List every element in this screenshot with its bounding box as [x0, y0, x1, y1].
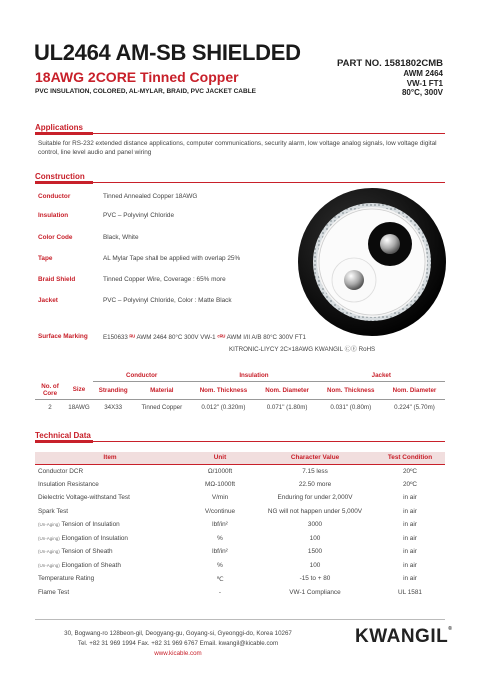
table-row: [35, 559, 445, 573]
item-text: Insulation Resistance: [38, 480, 99, 488]
value-cell: Enduring for under 2,000V: [277, 494, 353, 502]
applications-rule: [35, 133, 445, 134]
insulation-value: PVC – Polyvinyl Chloride: [103, 212, 175, 219]
unit-cell: Ω/1000ft: [207, 467, 233, 475]
table-row: [35, 518, 445, 532]
value-cell: 3000: [307, 521, 323, 529]
condition-cell: in air: [403, 494, 417, 502]
col-insulation-thickness: Nom. Thickness: [190, 381, 256, 399]
value-cell: -15 to + 80: [299, 575, 331, 583]
condition-cell: 20ºC: [402, 467, 418, 475]
marking-file-number: E150633: [103, 334, 128, 341]
conductor-label: Conductor: [38, 193, 71, 200]
item-text: Dielectric Voltage-withstand Test: [38, 494, 130, 502]
surface-marking-label: Surface Marking: [38, 333, 88, 340]
table-cell: Tinned Copper: [141, 403, 183, 411]
insulation-label: Insulation: [38, 212, 69, 219]
unit-cell: ℃: [216, 575, 224, 583]
unit-cell: lbf/in²: [212, 521, 228, 529]
color-code-value: Black, White: [103, 234, 139, 241]
col-jacket-diameter: Nom. Diameter: [384, 381, 445, 399]
construction-heading: Construction: [35, 172, 85, 181]
table-row: [35, 505, 445, 519]
condition-cell: 20ºC: [402, 480, 418, 488]
value-cell: 100: [309, 534, 321, 542]
col-size: Size: [65, 381, 93, 399]
unit-cell: V/continue: [204, 507, 236, 515]
table-row: [35, 586, 445, 600]
logo-text: KWANGIL: [355, 626, 449, 647]
jacket-label: Jacket: [38, 297, 58, 304]
item-text: Tension of Insulation: [61, 521, 120, 529]
part-number-block: [337, 58, 443, 98]
table-row: [35, 399, 445, 415]
footer-contact: Tel. +82 31 969 1994 Fax. +82 31 969 6767 Email. kwangil@kicable.com: [77, 640, 279, 647]
technical-data-table: [35, 452, 445, 599]
unit-cell: %: [217, 534, 223, 542]
cul-logo-icon: ᶜᴿᵁ: [217, 334, 226, 341]
applications-text: Suitable for RS-232 extended distance applications, computer communications, security alarm, low voltage analog signals, low voltage digital control, line level audio and panel wiring: [38, 140, 437, 156]
col-character-value: Character Value: [255, 452, 375, 464]
col-material: Material: [133, 381, 190, 399]
item-text: Tension of Sheath: [61, 548, 113, 556]
unit-cell: V/min: [211, 494, 229, 502]
braid-shield-value: Tinned Copper Wire, Coverage : 65% more: [103, 276, 226, 283]
surface-marking-line2: KITRONIC-LIYCY 2C×18AWG KWANGIL ⒸⒺ RoHS: [229, 346, 376, 353]
table-row: [35, 532, 445, 546]
item-cell: [35, 491, 185, 505]
item-text: Flame Test: [38, 588, 70, 596]
item-cell: [35, 545, 185, 559]
color-code-label: Color Code: [38, 234, 73, 241]
item-text: Elongation of Insulation: [61, 534, 128, 542]
footer-website-link[interactable]: www.kicable.com: [154, 650, 202, 657]
temp-voltage-rating: 80°C, 300V: [401, 88, 443, 97]
table-row: [35, 464, 445, 478]
value-cell: 7.15 less: [302, 467, 328, 475]
condition-cell: UL 1581: [398, 588, 422, 596]
unit-cell: -: [218, 588, 222, 596]
table-cell: 0.012" (0.320m): [201, 403, 246, 411]
vw-rating: VW-1 FT1: [406, 78, 443, 88]
col-item: Item: [35, 452, 185, 464]
value-cell: VW-1 Compliance: [289, 588, 341, 596]
value-cell: 1500: [307, 548, 323, 556]
cable-cross-section-image: [297, 187, 447, 337]
technical-data-heading: Technical Data: [35, 431, 91, 440]
tape-value: AL Mylar Tape shall be applied with overlap 25%: [103, 255, 241, 262]
col-jacket-thickness: Nom. Thickness: [318, 381, 384, 399]
conductor-group-header: Conductor: [93, 370, 190, 381]
col-stranding: Stranding: [93, 381, 133, 399]
footer-address-block: [48, 629, 308, 659]
technical-data-rule: [35, 441, 445, 442]
marking-awm-ii-text: AWM I/II A/B 80°C 300V FT1: [226, 334, 306, 341]
tape-label: Tape: [38, 255, 53, 262]
item-cell: [35, 505, 185, 519]
table-cell: 0.031" (0.80m): [330, 403, 372, 411]
braid-shield-label: Braid Shield: [38, 276, 76, 283]
part-number: PART NO. 1581802CMB: [337, 58, 443, 69]
aging-prefix: (Un-Aging): [38, 535, 60, 541]
spec-line: PVC INSULATION, COLORED, AL-MYLAR, BRAID, PVC JACKET CABLE: [35, 88, 257, 95]
item-cell: [35, 559, 185, 573]
jacket-group-header: Jacket: [318, 370, 445, 381]
unit-cell: %: [217, 561, 223, 569]
table-row: [35, 545, 445, 559]
unit-cell: MΩ-1000ft: [205, 480, 235, 488]
value-cell: 100: [309, 561, 321, 569]
item-cell: [35, 532, 185, 546]
ul-logo-icon: ᴿᵁ: [129, 334, 136, 341]
kwangil-logo: [355, 626, 452, 648]
registered-mark: ®: [448, 626, 453, 632]
table-row: [35, 478, 445, 492]
applications-heading: Applications: [35, 123, 84, 132]
table-row: [35, 572, 445, 586]
col-insulation-diameter: Nom. Diameter: [257, 381, 318, 399]
document-title: UL2464 AM-SB SHIELDED: [34, 40, 301, 65]
col-no-of-core: No. of Core: [35, 381, 65, 399]
table-cell: 2: [48, 403, 52, 411]
jacket-value: PVC – Polyvinyl Chloride, Color : Matte Black: [103, 297, 232, 304]
item-text: Conductor DCR: [38, 467, 84, 475]
table-cell: 0.071" (1.80m): [266, 403, 308, 411]
item-cell: [35, 518, 185, 532]
item-text: Spark Test: [38, 507, 69, 515]
awm-rating: AWM 2464: [403, 69, 443, 78]
marking-awm-text: AWM 2464 80°C 300V VW-1: [136, 334, 216, 341]
col-test-condition: Test Condition: [375, 452, 445, 464]
condition-cell: in air: [403, 561, 417, 569]
aging-prefix: (Un-Aging): [38, 522, 60, 528]
unit-cell: lbf/in²: [212, 548, 228, 556]
surface-marking-line1: [103, 333, 306, 343]
condition-cell: in air: [403, 521, 417, 529]
col-unit: Unit: [185, 452, 255, 464]
table-row: [35, 491, 445, 505]
footer-divider: [35, 619, 445, 620]
aging-prefix: (Un-Aging): [38, 562, 60, 568]
item-cell: [35, 478, 185, 492]
item-cell: [35, 586, 185, 600]
aging-prefix: (Un-Aging): [38, 549, 60, 555]
conductor-value: Tinned Annealed Copper 18AWG: [103, 193, 198, 200]
document-subtitle: 18AWG 2CORE Tinned Copper: [35, 69, 239, 85]
item-cell: [35, 464, 185, 478]
value-cell: 22.50 more: [298, 480, 332, 488]
item-cell: [35, 572, 185, 586]
footer-address: 30, Bogwang-ro 128beon-gil, Deogyang-gu, Goyang-si, Gyeonggi-do, Korea 10267: [64, 630, 292, 637]
condition-cell: in air: [403, 534, 417, 542]
condition-cell: in air: [403, 575, 417, 583]
table-cell: 18AWG: [68, 403, 90, 411]
item-text: Temperature Rating: [38, 575, 95, 583]
dimensions-table: [35, 370, 445, 415]
table-cell: 0.224" (5.70m): [394, 403, 435, 411]
value-cell: NG will not happen under 5,000V: [267, 507, 363, 515]
construction-rule: [35, 182, 445, 183]
table-cell: 34X33: [104, 403, 123, 411]
condition-cell: in air: [403, 548, 417, 556]
condition-cell: in air: [403, 507, 417, 515]
insulation-group-header: Insulation: [190, 370, 317, 381]
item-text: Elongation of Sheath: [61, 561, 121, 569]
